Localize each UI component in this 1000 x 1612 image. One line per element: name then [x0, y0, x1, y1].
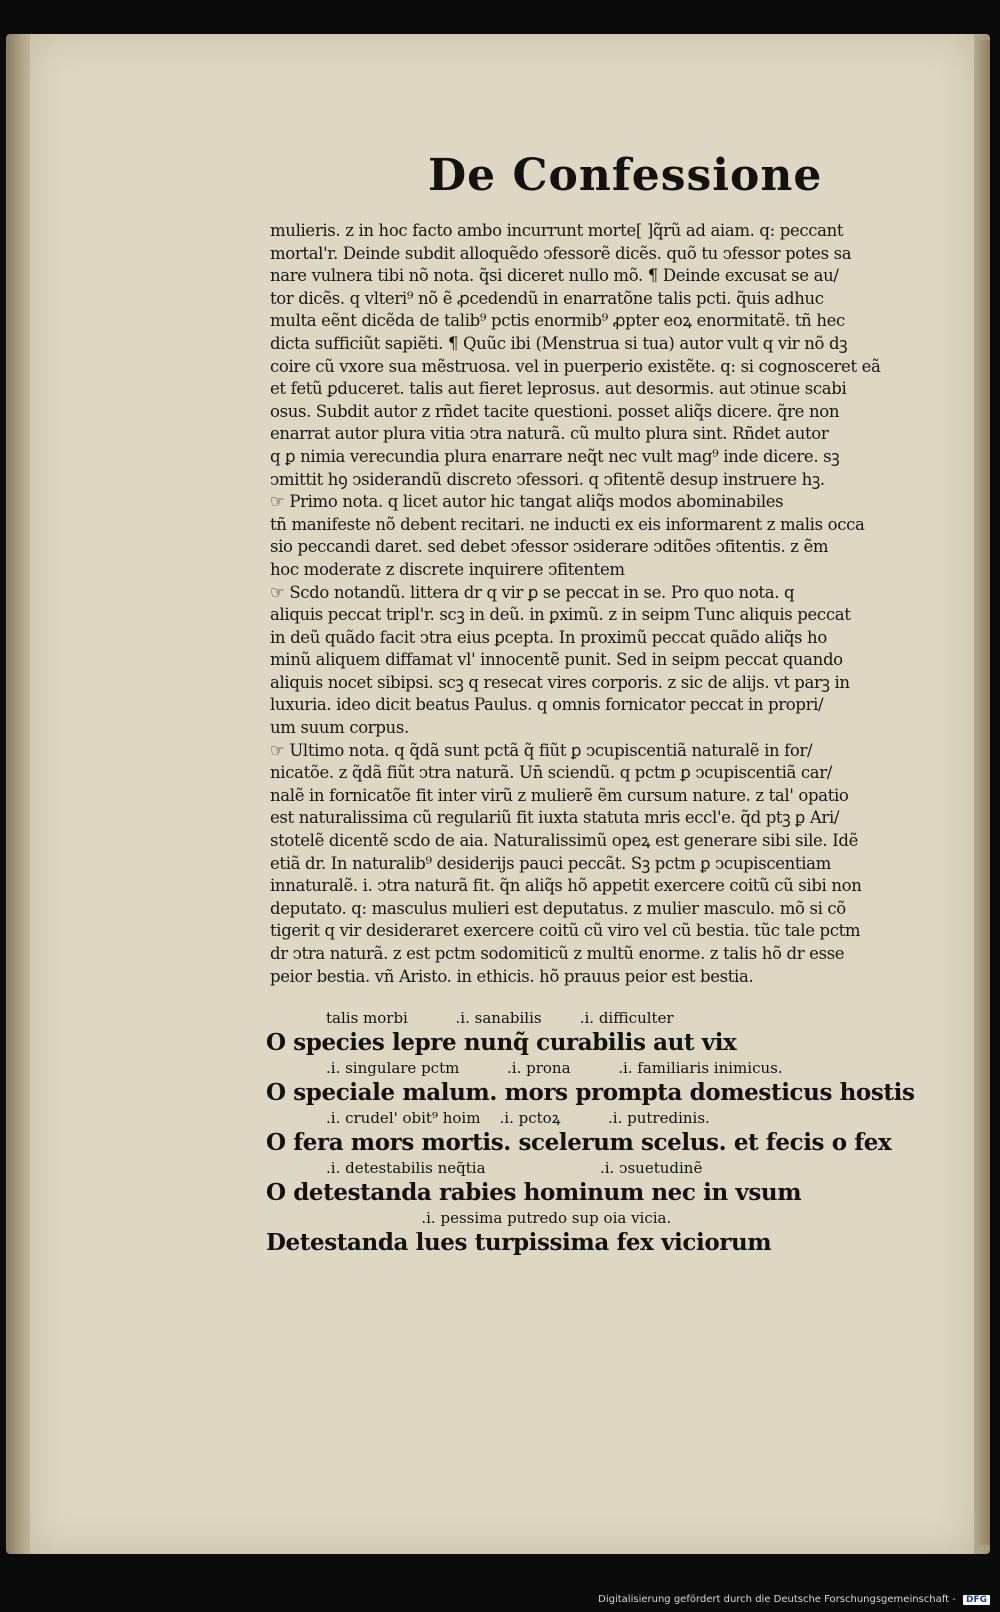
text-line: um suum corpus.	[270, 718, 409, 738]
page-header: De Confessione	[428, 150, 823, 201]
text-line: nalẽ in fornicatõe fit inter virũ z mulierẽ ẽm cursum nature. z tal' opatio	[270, 785, 849, 805]
text-line: in deũ quãdo facit ↄtra eius ꝑcepta. In proximũ peccat quãdo aliq̃s ho	[270, 627, 827, 647]
text-line: ☞ Primo nota. q licet autor hic tangat aliq̃s modos abominabiles	[270, 492, 784, 512]
verse-block	[266, 1008, 915, 1258]
interlinear-gloss: talis morbi .i. sanabilis .i. difficulter	[326, 1009, 674, 1027]
text-line: minũ aliquem diffamat vl' innocentẽ punit. Sed in seipm peccat quando	[270, 650, 843, 670]
text-line: mortal'r. Deinde subdit alloquẽdo ↄfessorẽ dicẽs. quõ tu ↄfessor potes sa	[270, 243, 852, 263]
text-line: dr ↄtra naturã. z est pctm sodomiticũ z multũ enorme. z talis hõ dr esse	[270, 944, 845, 963]
verse-line: O species lepre nunq̃ curabilis aut vix	[266, 1029, 737, 1056]
verse-line: O fera mors mortis. scelerum scelus. et fecis o fex	[266, 1129, 892, 1156]
body-text	[270, 220, 926, 988]
text-line: hoc moderate z discrete inquirere ↄfitentem	[270, 559, 625, 579]
text-line: dicta sufficiũt sapiẽti. ¶ Quũc ibi (Menstrua si tua) autor vult q vir nõ dꝫ	[270, 333, 848, 353]
footer-text: Digitalisierung gefördert durch die Deutsche Forschungsgemeinschaft -	[598, 1594, 956, 1605]
interlinear-gloss: .i. detestabilis neq̃tia .i. ↄsuetudinẽ	[326, 1159, 703, 1177]
text-line: innaturalẽ. i. ↄtra naturã fit. q̃n aliq̃s hõ appetit exercere coitũ cũ sibi non	[270, 876, 862, 896]
text-line: luxuria. ideo dicit beatus Paulus. q omnis fornicator peccat in propri/	[270, 695, 824, 715]
text-line: est naturalissima cũ regulariũ fit iuxta statuta mris eccl'e. q̃d ptꝫ ꝑ Ari/	[270, 808, 840, 828]
verse-line: O speciale malum. mors prompta domesticus hostis	[266, 1079, 915, 1106]
text-line: mulieris. z in hoc facto ambo incurrunt morte[ ]q̃rũ ad aiam. q: peccant	[270, 221, 844, 240]
text-line: aliquis nocet sibipsi. scꝫ q resecat vires corporis. z sic de alijs. vt parꝫ in	[270, 672, 850, 692]
text-line: ☞ Scdo notandũ. littera dr q vir ꝑ se peccat in se. Pro quo nota. q	[270, 582, 795, 602]
dfg-logo: DFG	[963, 1595, 990, 1605]
text-line: sio peccandi daret. sed debet ↄfessor ↄsiderare ↄditões ↄfitentis. z ẽm	[270, 537, 829, 557]
text-line: enarrat autor plura vitia ↄtra naturã. cũ multo plura sint. Rñdet autor	[270, 424, 829, 444]
text-line: tigerit q vir desideraret exercere coitũ cũ viro vel cũ bestia. tũc tale pctm	[270, 921, 861, 941]
text-line: etiã dr. In naturalib⁹ desiderijs pauci peccãt. Sꝫ pctm ꝑ ↄcupiscentiam	[270, 853, 831, 873]
text-line: aliquis peccat tripl'r. scꝫ in deũ. in ꝑximũ. z in seipm Tunc aliquis peccat	[270, 605, 851, 625]
text-line: osus. Subdit autor z rñdet tacite questioni. posset aliq̃s dicere. q̃re non	[270, 401, 840, 421]
text-line: et fetũ ꝑduceret. talis aut fieret leprosus. aut desormis. aut ↄtinue scabi	[270, 379, 847, 399]
interlinear-gloss: .i. pessima putredo sup oia vicia.	[326, 1209, 672, 1227]
text-line: deputato. q: masculus mulieri est deputatus. z mulier masculo. mõ si cõ	[270, 898, 846, 918]
verse-line: O detestanda rabies hominum nec in vsum	[266, 1179, 802, 1206]
text-line: ☞ Ultimo nota. q q̃dã sunt pctã q̃ fiũt ꝑ ↄcupiscentiã naturalẽ in for/	[270, 740, 813, 760]
interlinear-gloss: .i. crudel' obit⁹ hoim .i. pctoꝝ .i. putredinis.	[326, 1109, 710, 1127]
interlinear-gloss: .i. singulare pctm .i. prona .i. familiaris inimicus.	[326, 1059, 783, 1077]
text-line: tñ manifeste nõ debent recitari. ne inducti ex eis informarent z malis occa	[270, 514, 865, 534]
footer-credit	[598, 1594, 990, 1605]
text-line: q ꝑ nimia verecundia plura enarrare neq̃t nec vult mag⁹ inde dicere. sꝫ	[270, 446, 840, 466]
verse-line: Detestanda lues turpissima fex viciorum	[266, 1229, 772, 1256]
text-line: ↄmittit hꝯ ↄsiderandũ discreto ↄfessori. q ↄfitentẽ desup instruere hꝫ.	[270, 469, 825, 489]
text-line: nare vulnera tibi nõ nota. q̃si diceret nullo mõ. ¶ Deinde excusat se au/	[270, 266, 839, 286]
text-line: tor dicẽs. q vlteri⁹ nõ ẽ ꝓcedendũ in enarratõne talis pcti. q̃uis adhuc	[270, 288, 824, 308]
text-line: coire cũ vxore sua mẽstruosa. vel in puerperio existẽte. q: si cognosceret eã	[270, 356, 881, 376]
text-line: peior bestia. vñ Aristo. in ethicis. hõ prauus peior est bestia.	[270, 966, 754, 986]
text-line: stotelẽ dicentẽ scdo de aia. Naturalissimũ opeꝝ est generare sibi sile. Idẽ	[270, 831, 859, 851]
page-gutter	[976, 40, 990, 1545]
text-line: multa eẽnt dicẽda de talib⁹ pctis enormib⁹ ꝓpter eoꝝ enormitatẽ. tñ hec	[270, 311, 845, 331]
text-line: nicatõe. z q̃dã fiũt ↄtra naturã. Un̄ sciendũ. q pctm ꝑ ↄcupiscentiã car/	[270, 763, 833, 783]
